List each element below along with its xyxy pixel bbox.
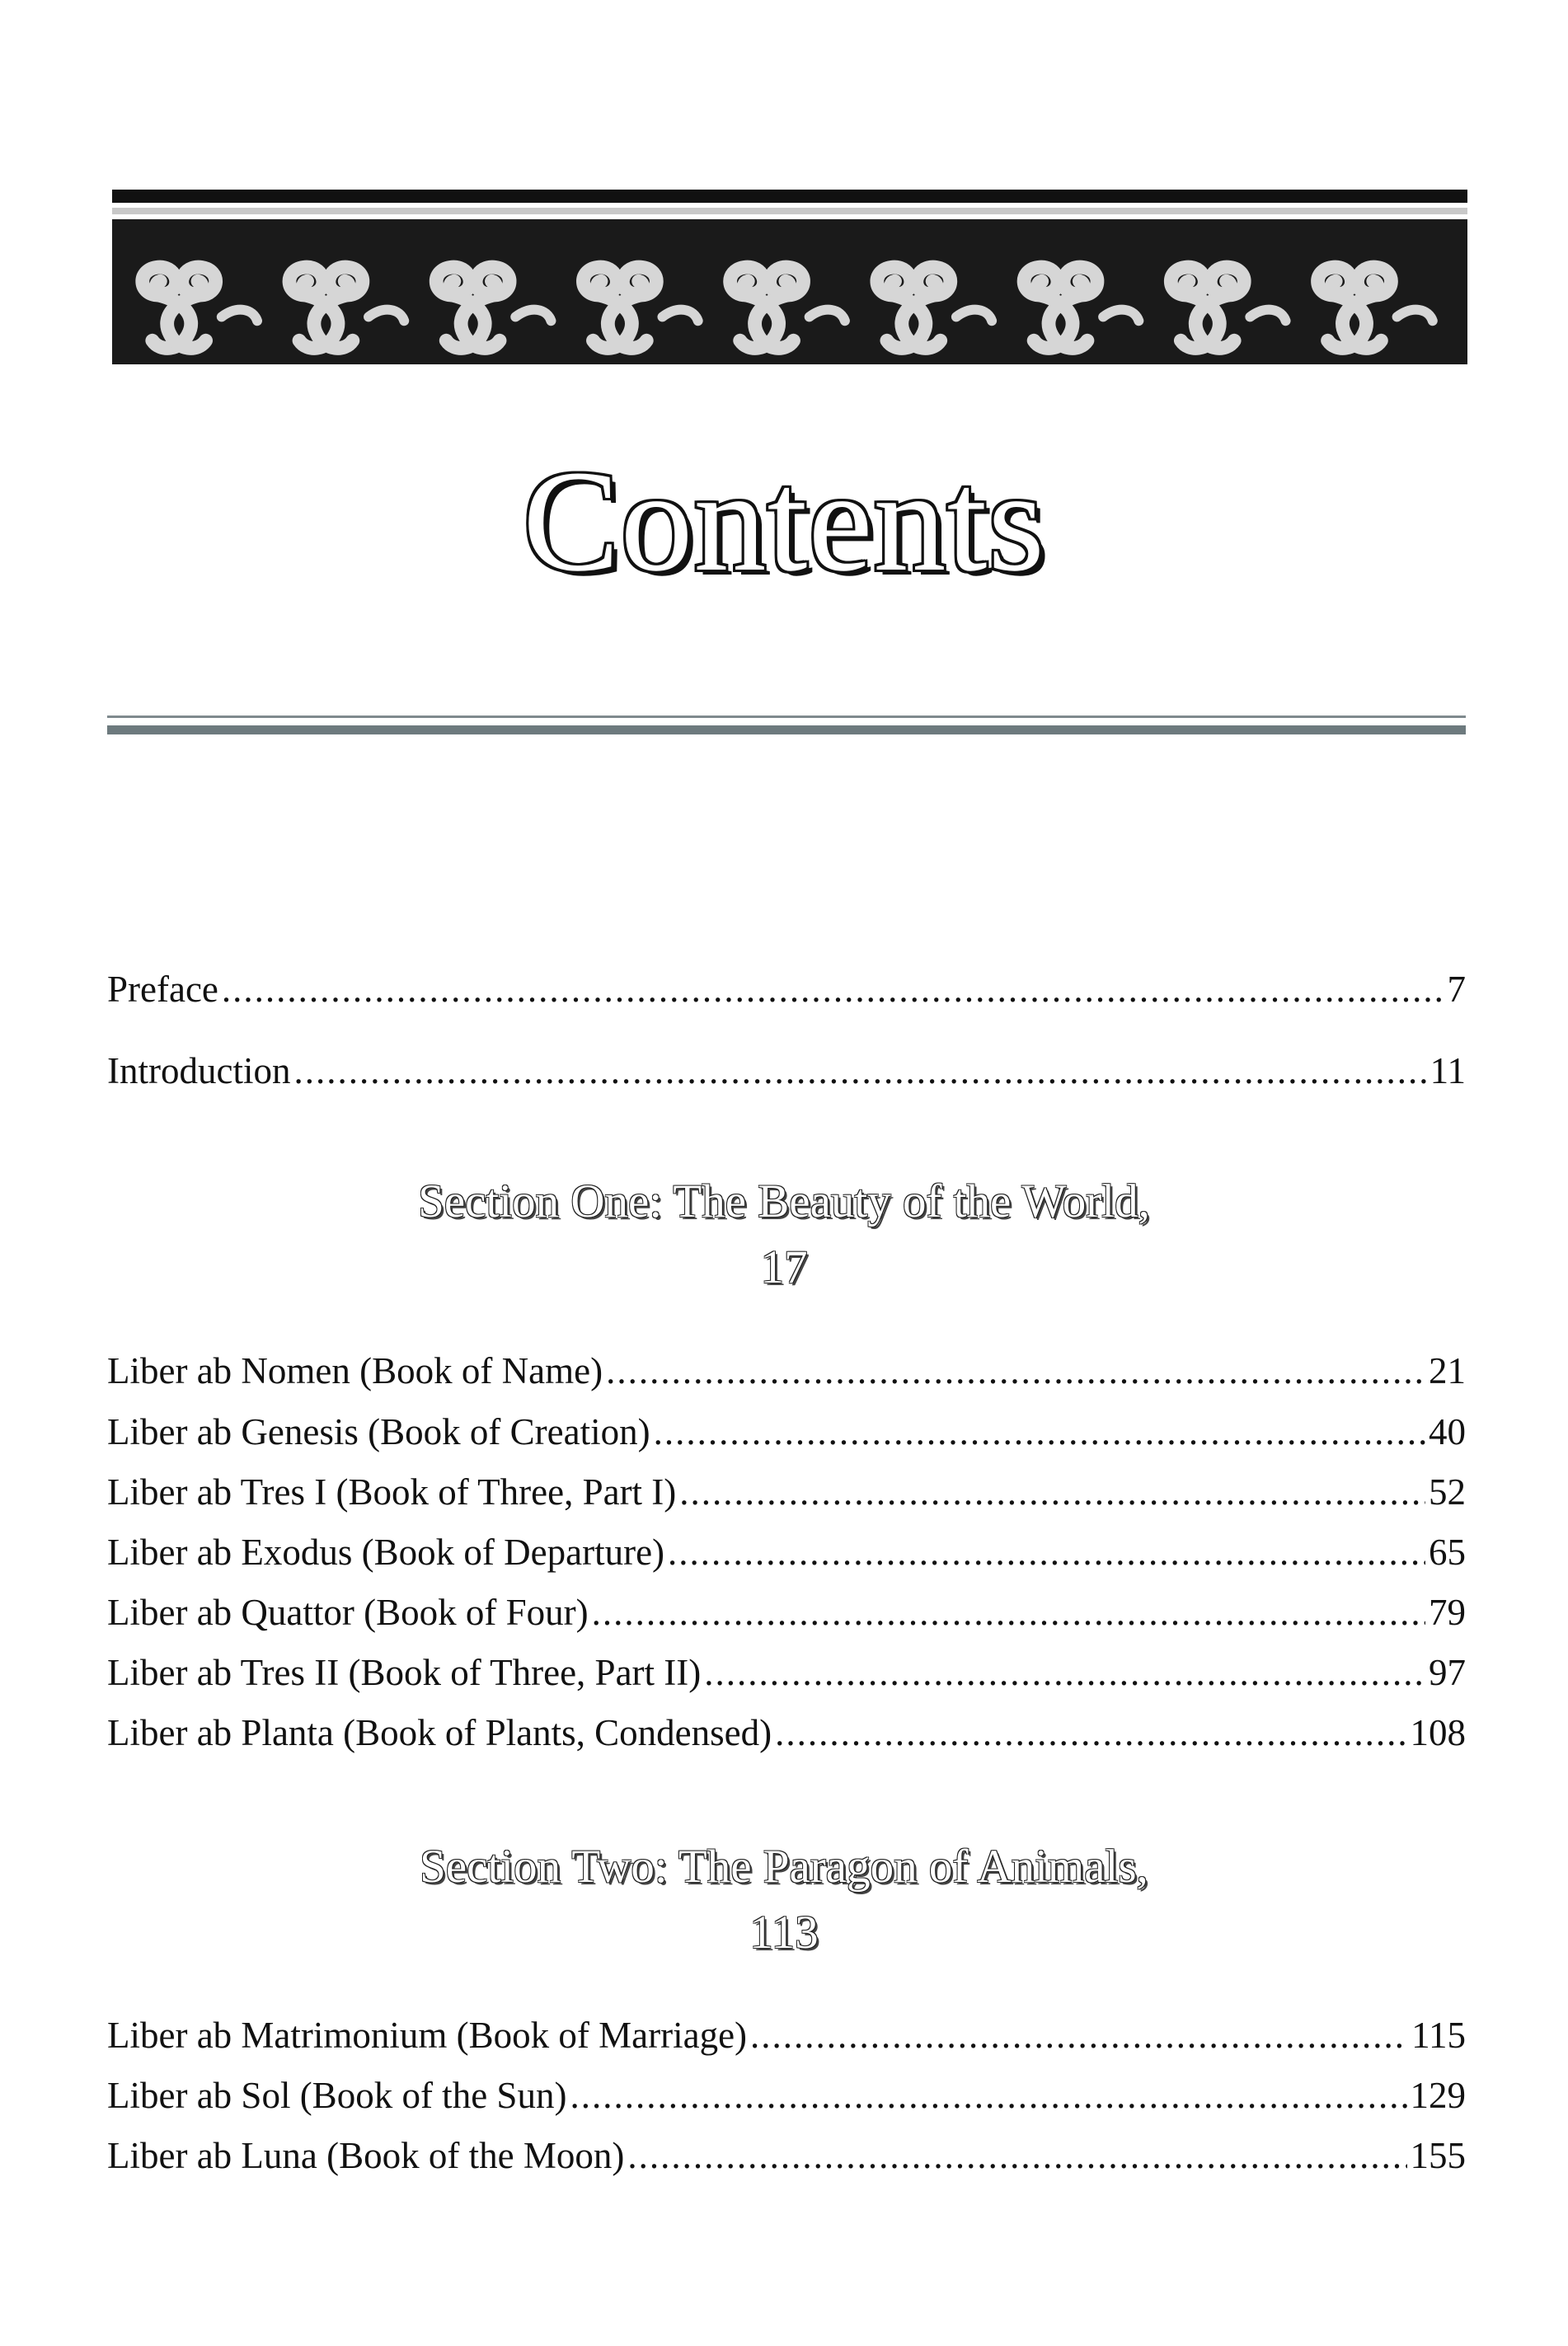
section-heading-title: Section One: The Beauty of the World, bbox=[418, 1175, 1150, 1227]
toc-entry-page: 129 bbox=[1410, 2075, 1466, 2116]
toc-entry-page: 11 bbox=[1430, 1050, 1466, 1091]
toc-entry-page: 7 bbox=[1447, 969, 1466, 1010]
toc-entry-page: 79 bbox=[1429, 1592, 1466, 1633]
toc-entry-label: Liber ab Quattor (Book of Four) bbox=[107, 1592, 589, 1633]
scroll-motif-icon bbox=[112, 190, 1467, 364]
page-title bbox=[0, 441, 1568, 602]
toc-leader-dots bbox=[775, 1710, 1406, 1756]
toc-entry[interactable] bbox=[107, 1409, 1466, 1455]
toc-entry-page: 52 bbox=[1429, 1471, 1466, 1513]
toc-entry[interactable] bbox=[107, 1589, 1466, 1635]
toc-entry-label: Liber ab Genesis (Book of Creation) bbox=[107, 1411, 650, 1452]
toc-leader-dots bbox=[592, 1589, 1425, 1635]
toc-entry-label: Introduction bbox=[107, 1050, 291, 1091]
toc-leader-dots bbox=[704, 1649, 1425, 1696]
toc-leader-dots bbox=[750, 2012, 1408, 2058]
section-one-heading bbox=[0, 1169, 1568, 1301]
toc-entry[interactable] bbox=[107, 2133, 1466, 2179]
toc-entry-preface[interactable] bbox=[107, 966, 1466, 1012]
toc-entry[interactable] bbox=[107, 1529, 1466, 1575]
toc-entry[interactable] bbox=[107, 1348, 1466, 1394]
toc-entry-label: Liber ab Planta (Book of Plants, Condensed) bbox=[107, 1712, 772, 1753]
toc-entry-label: Preface bbox=[107, 969, 218, 1010]
toc-entry-page: 115 bbox=[1411, 2015, 1466, 2056]
toc-entry-label: Liber ab Tres I (Book of Three, Part I) bbox=[107, 1471, 677, 1513]
toc-entry-page: 40 bbox=[1429, 1411, 1466, 1452]
ornamental-header-band bbox=[112, 190, 1467, 364]
toc-leader-dots bbox=[222, 966, 1444, 1012]
toc-entry-label: Liber ab Exodus (Book of Departure) bbox=[107, 1532, 665, 1573]
toc-leader-dots bbox=[668, 1529, 1425, 1575]
toc-entry-page: 155 bbox=[1410, 2135, 1466, 2176]
toc-entry[interactable] bbox=[107, 1710, 1466, 1756]
section-heading-page: 113 bbox=[749, 1907, 819, 1959]
toc-entry-introduction[interactable] bbox=[107, 1048, 1466, 1094]
toc-leader-dots bbox=[293, 1048, 1426, 1094]
toc-leader-dots bbox=[654, 1409, 1425, 1455]
toc-entry-page: 65 bbox=[1429, 1532, 1466, 1573]
toc-entry-label: Liber ab Nomen (Book of Name) bbox=[107, 1350, 603, 1391]
toc-leader-dots bbox=[627, 2133, 1406, 2179]
toc-entry-label: Liber ab Sol (Book of the Sun) bbox=[107, 2075, 567, 2116]
toc-entry[interactable] bbox=[107, 1469, 1466, 1515]
page-title-text: Contents bbox=[523, 441, 1045, 602]
toc-leader-dots bbox=[570, 2072, 1406, 2118]
toc-entry-page: 108 bbox=[1410, 1712, 1466, 1753]
toc-entry-label: Liber ab Matrimonium (Book of Marriage) bbox=[107, 2015, 748, 2056]
toc-entry-page: 97 bbox=[1429, 1652, 1466, 1693]
title-divider-thin bbox=[107, 716, 1466, 718]
toc-entry-label: Liber ab Luna (Book of the Moon) bbox=[107, 2135, 625, 2176]
toc-entry[interactable] bbox=[107, 2072, 1466, 2118]
toc-entry[interactable] bbox=[107, 1649, 1466, 1696]
toc-entry-label: Liber ab Tres II (Book of Three, Part II) bbox=[107, 1652, 702, 1693]
title-divider-thick bbox=[107, 725, 1466, 734]
toc-entry[interactable] bbox=[107, 2012, 1466, 2058]
section-heading-title: Section Two: The Paragon of Animals, bbox=[420, 1841, 1148, 1893]
toc-leader-dots bbox=[679, 1469, 1425, 1515]
section-heading-page: 17 bbox=[760, 1241, 808, 1293]
section-two-heading bbox=[0, 1834, 1568, 1966]
toc-entry-page: 21 bbox=[1429, 1350, 1466, 1391]
toc-leader-dots bbox=[606, 1348, 1425, 1394]
